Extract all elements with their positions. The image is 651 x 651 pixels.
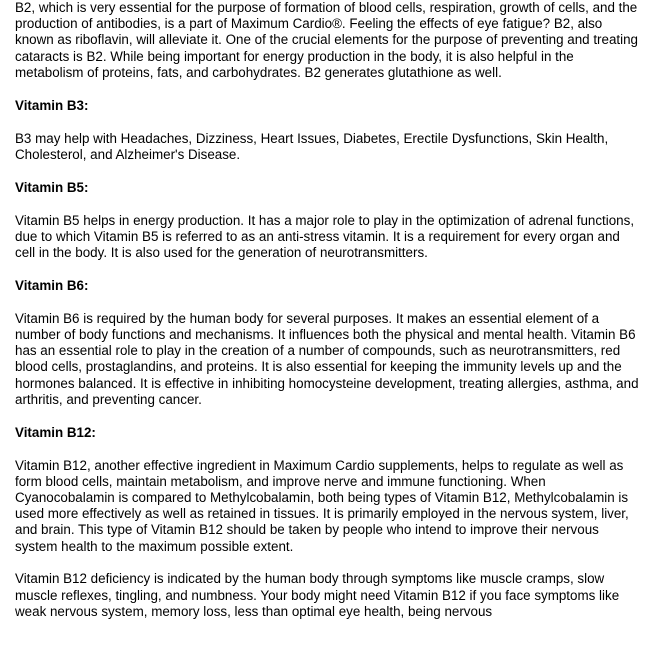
paragraph-vitamin-b5: Vitamin B5 helps in energy production. It has a major role to play in the optimization of adrenal functions, due to which Vitamin B5 is referred to as an anti-stress vitamin. It is a requirement for every organ and cell in the body. It is also used for the generation of neurotransmitters. bbox=[15, 212, 635, 261]
heading-vitamin-b5: Vitamin B5: bbox=[15, 179, 89, 195]
article-content bbox=[15, 0, 640, 637]
heading-vitamin-b12: Vitamin B12: bbox=[15, 424, 96, 440]
heading-vitamin-b6: Vitamin B6: bbox=[15, 277, 89, 293]
paragraph-vitamin-b12: Vitamin B12, another effective ingredient in Maximum Cardio supplements, helps to regulate as well as form blood cells, maintain metabolism, and improve nerve and immune functioning. When Cyanocobalamin is compared to Methylcobalamin, both being types of Vitamin B12, Methylcobalamin is used more effectively as well as retained in tissues. It is primarily employed in the nervous system, liver, and brain. This type of Vitamin B12 should be taken by people who intend to improve their nervous system health to the maximum possible extent. bbox=[15, 457, 629, 554]
paragraph-vitamin-b3: B3 may help with Headaches, Dizziness, Heart Issues, Diabetes, Erectile Dysfunctions, Skin Health, Cholesterol, and Alzheimer's Disease. bbox=[15, 130, 609, 162]
paragraph-vitamin-b12-deficiency: Vitamin B12 deficiency is indicated by the human body through symptoms like muscle cramps, slow muscle reflexes, tingling, and numbness. Your body might need Vitamin B12 if you face symptoms like weak nervous system, memory loss, less than optimal eye health, being nervous bbox=[15, 571, 620, 619]
paragraph-b2-intro: B2, which is very essential for the purpose of formation of blood cells, respiration, growth of cells, and the production of antibodies, is a part of Maximum Cardio®. Feeling the effects of eye fatigue? B2, also known as riboflavin, will alleviate it. One of the crucial elements for the purpose of preventing and treating cataracts is B2. While being important for energy production in the body, it is also helpful in the metabolism of proteins, fats, and carbohydrates. B2 generates glutathione as well. bbox=[15, 0, 639, 80]
paragraph-vitamin-b6: Vitamin B6 is required by the human body for several purposes. It makes an essential element of a number of body functions and mechanisms. It influences both the physical and mental health. Vitamin B6 has an essential role to play in the creation of a number of compounds, such as neurotransmitters, red blood cells, prostaglandins, and proteins. It is also essential for keeping the immunity levels up and the hormones balanced. It is effective in inhibiting homocysteine development, treating allergies, asthma, and arthritis, and preventing cancer. bbox=[15, 310, 639, 407]
heading-vitamin-b3: Vitamin B3: bbox=[15, 97, 89, 113]
